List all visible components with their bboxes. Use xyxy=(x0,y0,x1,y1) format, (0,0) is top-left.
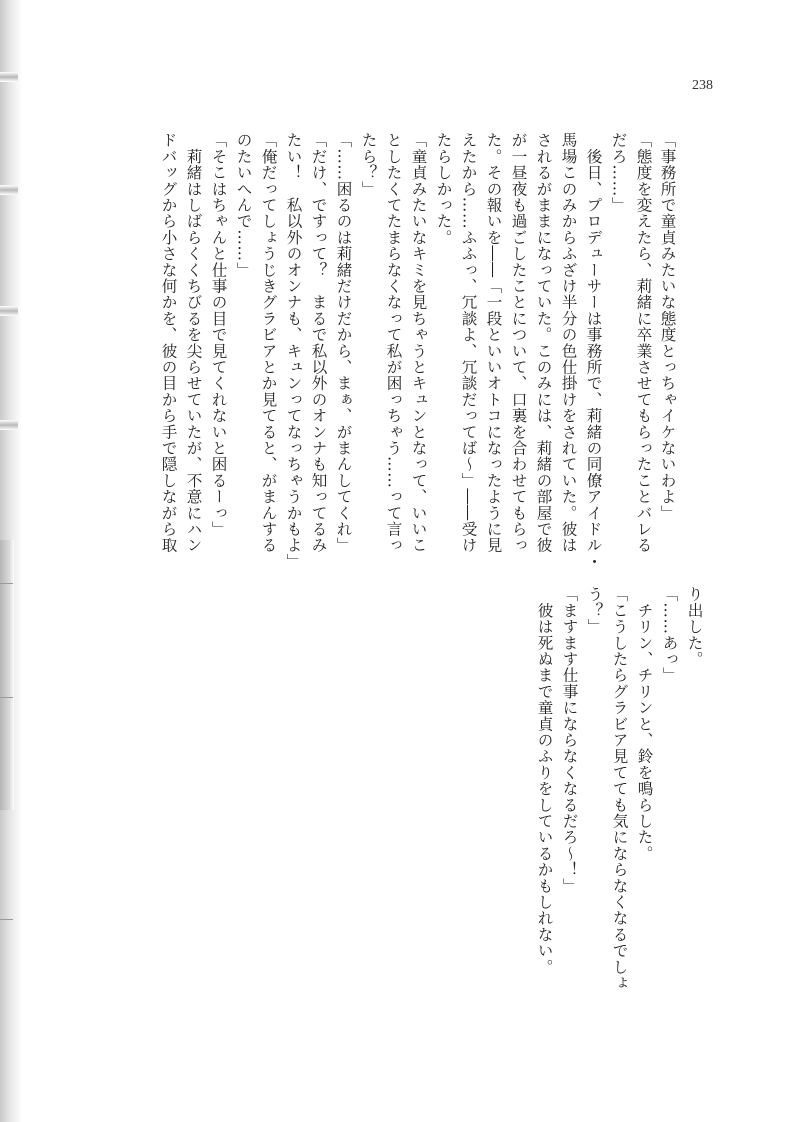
page-edge-block xyxy=(0,540,14,810)
text-column: 後日、プロデューサーは事務所で、莉緒の同僚アイドル・ xyxy=(584,132,603,570)
page-edge-band xyxy=(0,72,18,82)
text-column: 「童貞みたいなキミを見ちゃうとキュンとなって、いいこ xyxy=(409,132,428,554)
text-column: 「……あっ」 xyxy=(660,586,679,684)
text-column: ドバッグから小さな何かを、彼の目から手で隠しながら取 xyxy=(159,132,178,554)
text-column: 「事務所で童貞みたいな態度とっちゃイケないわよ」 xyxy=(658,132,677,521)
page-edge-line xyxy=(0,697,13,698)
text-column: たい！ 私以外のオンナも、キュンってなっちゃうかもよ」 xyxy=(284,132,303,570)
text-column: た。その報いを――「一段といいオトコになったように見 xyxy=(484,132,503,554)
text-column: たら？」 xyxy=(359,132,378,197)
text-column: り出した。 xyxy=(685,586,704,667)
text-column: 「……困るのは莉緒だけだから、まぁ、がまんしてくれ」 xyxy=(334,132,353,554)
text-column: が一昼夜も過ごしたことについて、口裏を合わせてもらっ xyxy=(509,132,528,554)
page-edge-band xyxy=(0,420,18,430)
page-number: 238 xyxy=(692,78,713,93)
text-column: たらしかった。 xyxy=(434,132,453,246)
text-column: だろ……」 xyxy=(609,132,628,213)
text-column: 「俺だってしょうじきグラビアとか見てると、がまんする xyxy=(259,132,278,554)
text-column: う？」 xyxy=(585,586,604,635)
text-column: えたから……ふふっ、冗談よ、冗談だってば〜」――受け xyxy=(459,132,478,554)
page-edge-line xyxy=(0,919,13,920)
text-column: 「そこはちゃんと仕事の目で見てくれないと困るーっ」 xyxy=(209,132,228,537)
text-column: 「態度を変えたら、莉緒に卒業させてもらったことバレる xyxy=(634,132,653,554)
text-column: のたいへんで……」 xyxy=(234,132,253,278)
page-edge-band xyxy=(0,185,18,195)
text-column: 馬場このみからふざけ半分の色仕掛けをされていた。彼は xyxy=(559,132,578,554)
text-column: されるがままになっていた。このみには、莉緒の部屋で彼 xyxy=(534,132,553,554)
text-column: 「こうしたらグラビア見てても気にならなくなるでしょ xyxy=(610,586,629,991)
page-edge-band xyxy=(0,306,18,316)
text-column: としたくてたまらなくなって私が困っちゃう……って言っ xyxy=(384,132,403,554)
text-column: 彼は死ぬまで童貞のふりをしているかもしれない。 xyxy=(535,586,554,975)
text-column: 「ますます仕事にならなくなるだろ〜！」 xyxy=(560,586,579,894)
text-column: 「だけ、ですって？ まるで私以外のオンナも知ってるみ xyxy=(309,132,328,554)
text-column: チリン、チリンと、鈴を鳴らした。 xyxy=(635,586,654,862)
page-edge-line xyxy=(0,583,13,584)
text-column: 莉緒はしばらくくちびるを尖らせていたが、不意にハン xyxy=(184,132,203,554)
